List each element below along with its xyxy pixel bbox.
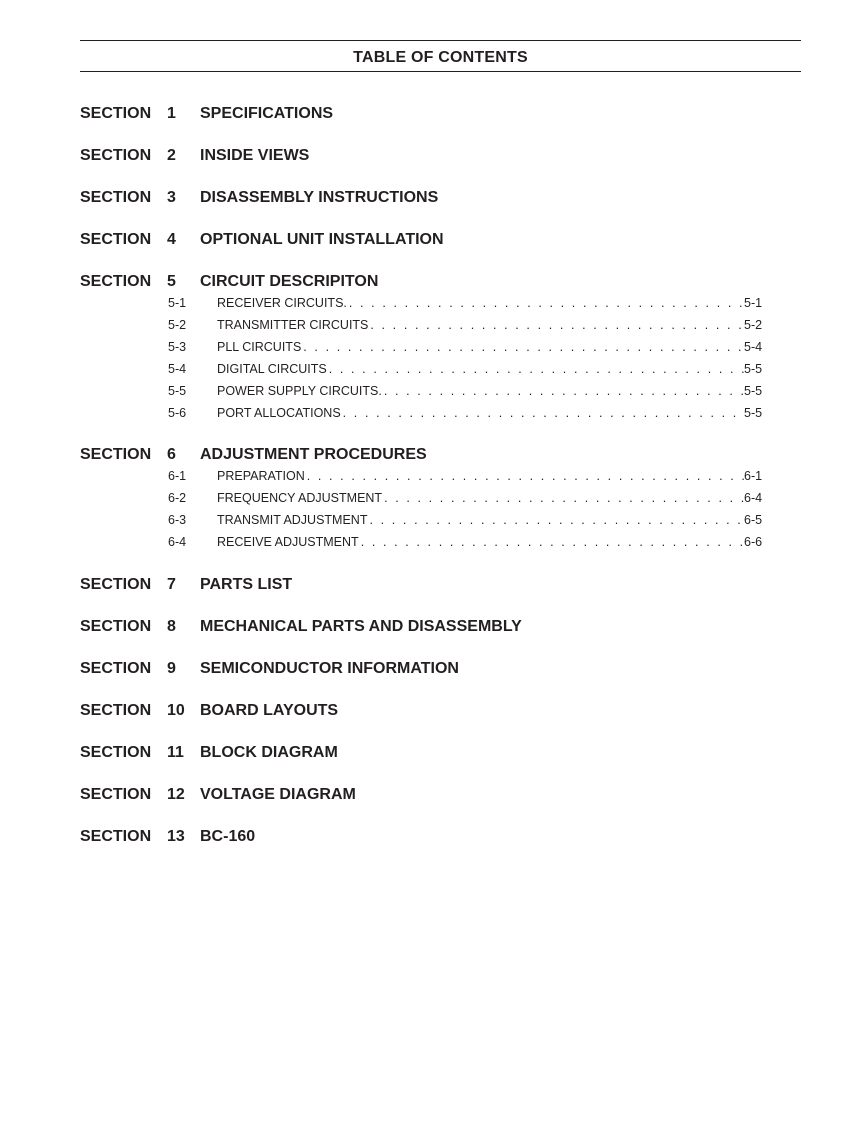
subsection-leader [217,533,744,551]
subsection-leader [217,294,744,312]
subsection-page: 6-4 [744,491,763,505]
subsection-leader [217,360,744,378]
section-label: SECTION [80,744,152,761]
section-heading [80,575,780,595]
subsection-entry[interactable] [80,511,780,533]
dot-leader [384,489,744,507]
dot-leader [303,338,744,356]
toc-section-4[interactable] [80,230,780,250]
section-label: SECTION [80,786,152,803]
section-title: SEMICONDUCTOR INFORMATION [200,660,459,677]
subsection-number: 5-3 [168,340,187,354]
section-number: 7 [167,576,176,593]
subsection-title: FREQUENCY ADJUSTMENT [217,491,383,505]
subsection-page: 5-5 [744,384,763,398]
toc-section-12[interactable] [80,785,780,805]
subsection-number: 6-1 [168,469,187,483]
toc-section-6[interactable] [80,445,780,555]
subsection-page: 5-4 [744,340,763,354]
section-label: SECTION [80,105,152,122]
section-label: SECTION [80,147,152,164]
subsection-page: 6-1 [744,469,763,483]
section-number: 2 [167,147,176,164]
toc-section-13[interactable] [80,827,780,847]
subsection-number: 6-2 [168,491,187,505]
section-title: DISASSEMBLY INSTRUCTIONS [200,189,439,206]
section-title: ADJUSTMENT PROCEDURES [200,446,427,463]
section-label: SECTION [80,702,152,719]
section-label: SECTION [80,189,152,206]
section-heading [80,146,780,166]
toc-section-3[interactable] [80,188,780,208]
section-heading [80,743,780,763]
section-title: OPTIONAL UNIT INSTALLATION [200,231,444,248]
section-title: BLOCK DIAGRAM [200,744,338,761]
section-heading [80,272,780,292]
subsection-number: 6-4 [168,535,187,549]
toc-section-2[interactable] [80,146,780,166]
subsection-title: PREPARATION [217,469,305,483]
section-title: CIRCUIT DESCRIPITON [200,273,379,290]
section-number: 11 [167,744,184,761]
subsection-leader [217,511,744,529]
subsection-entry[interactable] [80,533,780,555]
section-label: SECTION [80,446,152,463]
section-heading [80,104,780,124]
subsection-page: 5-2 [744,318,763,332]
dot-leader [370,316,744,334]
section-heading [80,659,780,679]
dot-leader [361,533,744,551]
toc-section-10[interactable] [80,701,780,721]
subsection-page: 6-6 [744,535,763,549]
subsection-leader [217,467,744,485]
section-number: 3 [167,189,176,206]
dot-leader [369,511,744,529]
subsection-entry[interactable] [80,467,780,489]
section-number: 6 [167,446,176,463]
section-title: VOLTAGE DIAGRAM [200,786,356,803]
section-label: SECTION [80,231,152,248]
section-number: 8 [167,618,176,635]
subsection-number: 5-5 [168,384,187,398]
section-number: 4 [167,231,176,248]
title-top-rule [80,40,801,41]
subsection-number: 5-6 [168,406,187,420]
toc-section-8[interactable] [80,617,780,637]
subsection-page: 5-5 [744,406,763,420]
dot-leader [329,360,744,378]
subsection-entry[interactable] [80,316,780,338]
subsection-entry[interactable] [80,294,780,316]
subsection-leader [217,316,744,334]
section-label: SECTION [80,660,152,677]
section-number: 10 [167,702,185,719]
section-label: SECTION [80,273,152,290]
section-label: SECTION [80,828,152,845]
section-title: INSIDE VIEWS [200,147,310,164]
toc-section-9[interactable] [80,659,780,679]
section-label: SECTION [80,618,152,635]
subsection-number: 5-1 [168,296,187,310]
toc-section-5[interactable] [80,272,780,426]
subsection-page: 6-5 [744,513,763,527]
section-title: SPECIFICATIONS [200,105,334,122]
subsection-leader [217,489,744,507]
section-number: 5 [167,273,176,290]
section-heading [80,701,780,721]
section-heading [80,188,780,208]
section-number: 1 [167,105,176,122]
subsection-entry[interactable] [80,382,780,404]
section-heading [80,827,780,847]
page-title: TABLE OF CONTENTS [353,49,528,66]
subsection-title: RECEIVER CIRCUITS. [217,296,347,310]
toc-section-11[interactable] [80,743,780,763]
dot-leader [307,467,744,485]
subsection-title: POWER SUPPLY CIRCUITS. [217,384,382,398]
subsection-entry[interactable] [80,360,780,382]
subsection-leader [217,382,744,400]
subsection-title: TRANSMIT ADJUSTMENT [217,513,368,527]
subsection-list [80,467,780,555]
subsection-title: RECEIVE ADJUSTMENT [217,535,359,549]
subsection-title: TRANSMITTER CIRCUITS [217,318,369,332]
section-heading [80,785,780,805]
subsection-entry[interactable] [80,338,780,360]
subsection-entry[interactable] [80,404,780,426]
subsection-number: 5-2 [168,318,187,332]
section-number: 13 [167,828,185,845]
subsection-leader [217,338,744,356]
section-title: MECHANICAL PARTS AND DISASSEMBLY [200,618,522,635]
section-title: BC-160 [200,828,256,845]
subsection-title: PLL CIRCUITS [217,340,302,354]
subsection-page: 5-1 [744,296,763,310]
title-bottom-rule [80,71,801,72]
section-number: 9 [167,660,176,677]
section-title: BOARD LAYOUTS [200,702,339,719]
section-heading [80,445,780,465]
subsection-title: DIGITAL CIRCUITS [217,362,327,376]
toc-section-1[interactable] [80,104,780,124]
toc-section-7[interactable] [80,575,780,595]
subsection-number: 6-3 [168,513,187,527]
subsection-list [80,294,780,426]
subsection-title: PORT ALLOCATIONS [217,406,341,420]
section-heading [80,230,780,250]
section-heading [80,617,780,637]
subsection-leader [217,404,744,422]
dot-leader [349,294,744,312]
dot-leader [343,404,744,422]
subsection-page: 5-5 [744,362,763,376]
section-number: 12 [167,786,185,803]
subsection-number: 5-4 [168,362,187,376]
dot-leader [384,382,744,400]
subsection-entry[interactable] [80,489,780,511]
section-title: PARTS LIST [200,576,293,593]
section-label: SECTION [80,576,152,593]
